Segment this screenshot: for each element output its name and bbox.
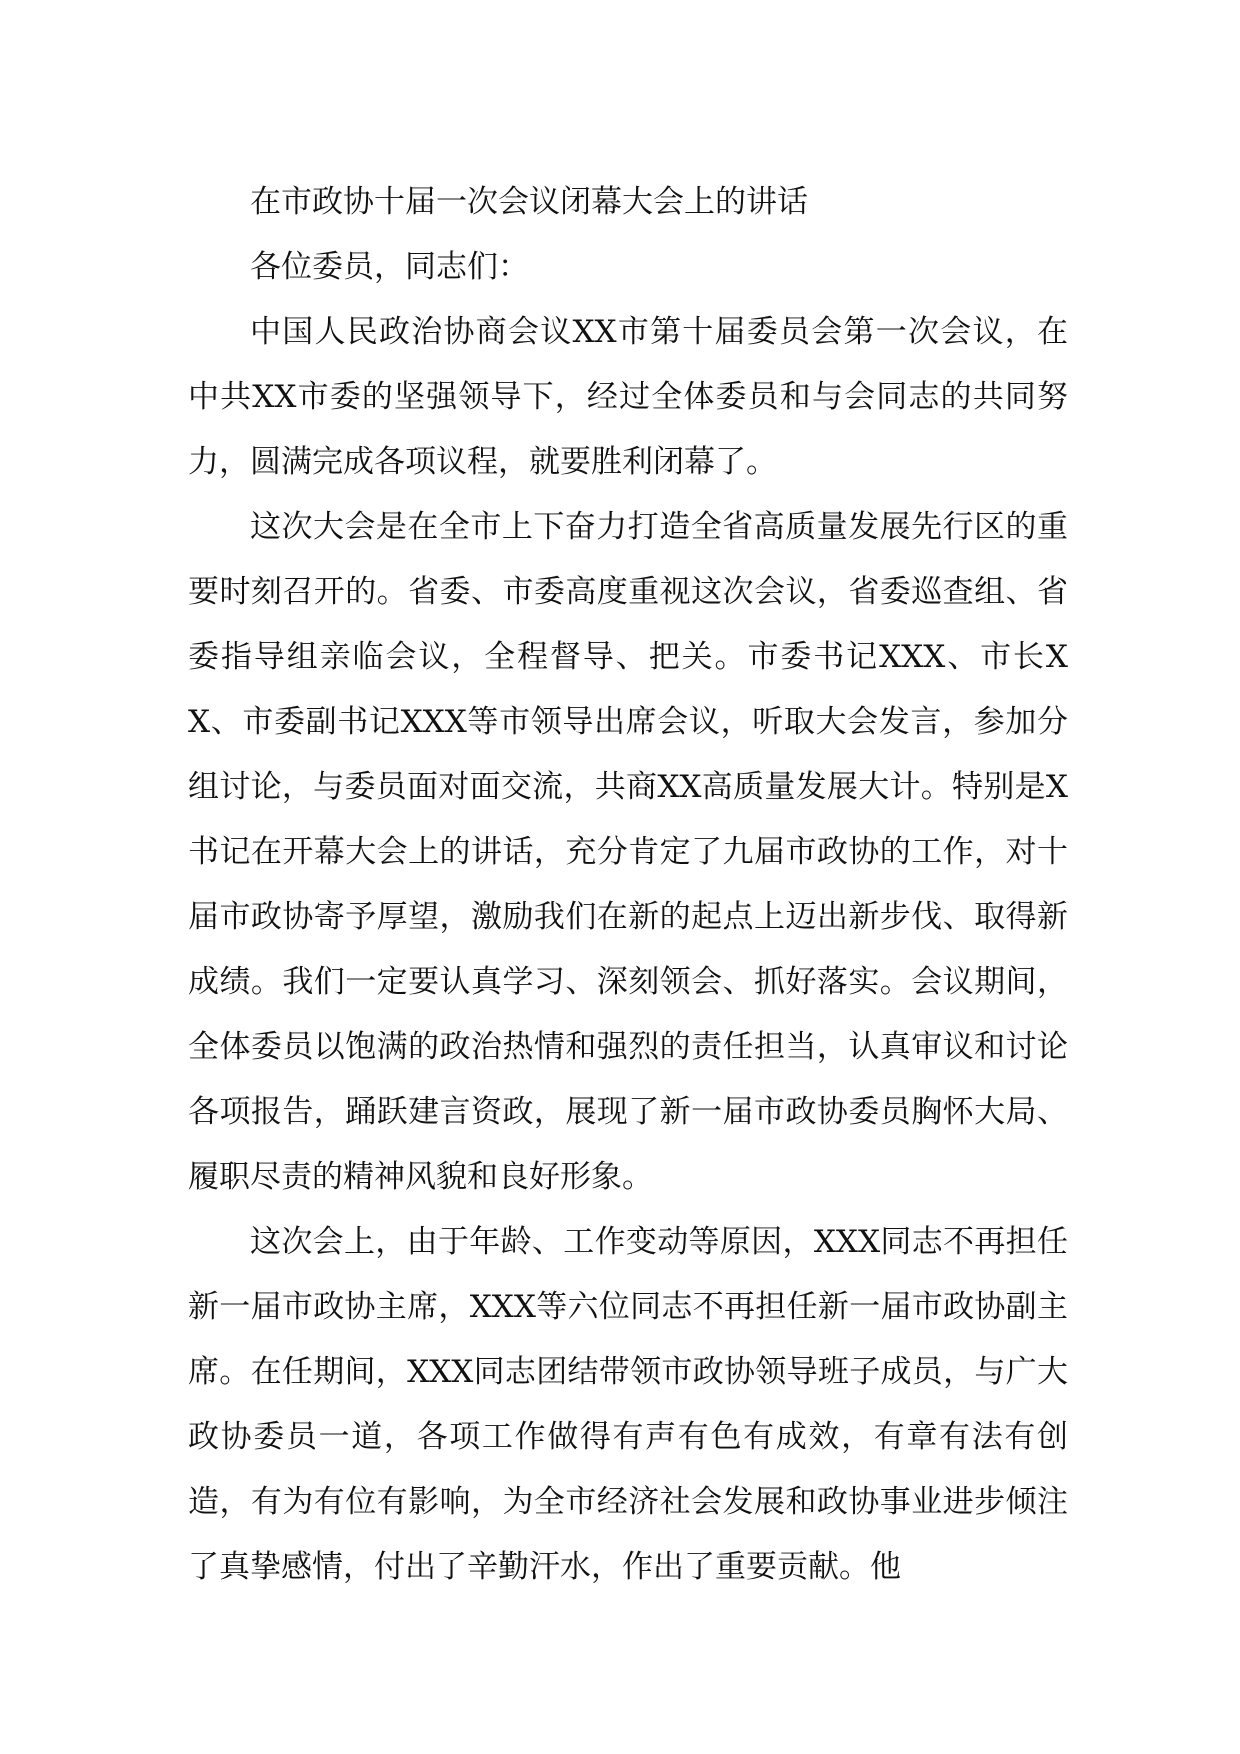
speech-title: 在市政协十届一次会议闭幕大会上的讲话	[250, 184, 808, 220]
paragraph-outgoing-leaders: 这次会上，由于年龄、工作变动等原因，XXX同志不再担任新一届市政协主席，XXX等六位同志不再担任新一届市政协副主席。在任期间，XXX同志团结带领市政协领导班子成员，与广大政协委员一道，各项工作做得有声有色有成效，有章有法有创造，有为有位有影响，为全市经济社会发展和政协事业进步倾注了真挚感情，付出了辛勤汗水，作出了重要贡献。他	[188, 1224, 1068, 1585]
salutation: 各位委员，同志们：	[250, 249, 529, 285]
paragraph-opening: 中国人民政治协商会议XX市第十届委员会第一次会议，在中共XX市委的坚强领导下，经过全体委员和与会同志的共同努力，圆满完成各项议程，就要胜利闭幕了。	[188, 314, 1068, 480]
document-body	[188, 170, 1068, 1600]
paragraph-meeting-context: 这次大会是在全市上下奋力打造全省高质量发展先行区的重要时刻召开的。省委、市委高度重视这次会议，省委巡查组、省委指导组亲临会议，全程督导、把关。市委书记XXX、市长XX、市委副书记XXX等市领导出席会议，听取大会发言，参加分组讨论，与委员面对面交流，共商XX高质量发展大计。特别是X书记在开幕大会上的讲话，充分肯定了九届市政协的工作，对十届市政协寄予厚望，激励我们在新的起点上迈出新步伐、取得新成绩。我们一定要认真学习、深刻领会、抓好落实。会议期间，全体委员以饱满的政治热情和强烈的责任担当，认真审议和讨论各项报告，踊跃建言资政，展现了新一届市政协委员胸怀大局、履职尽责的精神风貌和良好形象。	[188, 509, 1068, 1195]
